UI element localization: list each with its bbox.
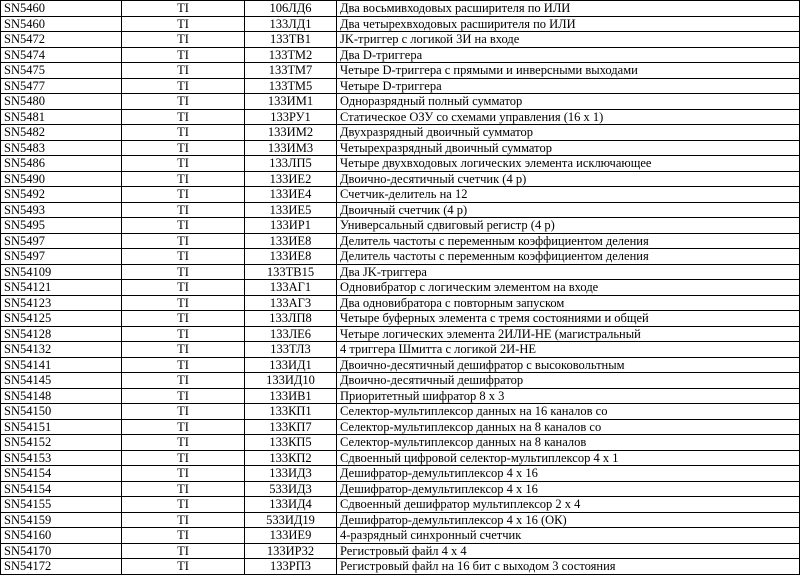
description-cell: Регистровый файл на 16 бит с выходом 3 состояния bbox=[337, 559, 800, 575]
analog-code-cell: 133КП2 bbox=[245, 450, 337, 466]
manufacturer-cell: TI bbox=[122, 373, 245, 389]
manufacturer-cell: TI bbox=[122, 497, 245, 513]
description-cell: Делитель частоты с переменным коэффициентом деления bbox=[337, 249, 800, 265]
analog-code-cell: 133АГ3 bbox=[245, 295, 337, 311]
manufacturer-cell: TI bbox=[122, 512, 245, 528]
table-row bbox=[1, 187, 800, 203]
analog-code-cell: 133ЛД1 bbox=[245, 16, 337, 32]
analog-code-cell: 533ИД19 bbox=[245, 512, 337, 528]
analog-code-cell: 133ИЕ8 bbox=[245, 233, 337, 249]
table-row bbox=[1, 249, 800, 265]
manufacturer-cell: TI bbox=[122, 233, 245, 249]
manufacturer-cell: TI bbox=[122, 280, 245, 296]
part-number-cell: SN5495 bbox=[1, 218, 122, 234]
part-number-cell: SN54154 bbox=[1, 481, 122, 497]
description-cell: Сдвоенный цифровой селектор-мультиплексор 4 x 1 bbox=[337, 450, 800, 466]
description-cell: Одновибратор с логическим элементом на входе bbox=[337, 280, 800, 296]
manufacturer-cell: TI bbox=[122, 481, 245, 497]
description-cell: 4-разрядный синхронный счетчик bbox=[337, 528, 800, 544]
description-cell: Статическое ОЗУ со схемами управления (16 x 1) bbox=[337, 109, 800, 125]
table-row bbox=[1, 140, 800, 156]
part-number-cell: SN54121 bbox=[1, 280, 122, 296]
analog-code-cell: 133ИР32 bbox=[245, 543, 337, 559]
analog-code-cell: 133ТВ15 bbox=[245, 264, 337, 280]
analog-code-cell: 133ЛП8 bbox=[245, 311, 337, 327]
table-row bbox=[1, 466, 800, 482]
description-cell: Дешифратор-демультиплексор 4 x 16 bbox=[337, 466, 800, 482]
description-cell: JK-триггер с логикой 3И на входе bbox=[337, 32, 800, 48]
table-row bbox=[1, 63, 800, 79]
table-row bbox=[1, 357, 800, 373]
description-cell: Дешифратор-демультиплексор 4 x 16 (ОК) bbox=[337, 512, 800, 528]
description-cell: Делитель частоты с переменным коэффициентом деления bbox=[337, 233, 800, 249]
manufacturer-cell: TI bbox=[122, 450, 245, 466]
part-number-cell: SN54152 bbox=[1, 435, 122, 451]
table-row bbox=[1, 125, 800, 141]
part-number-cell: SN54145 bbox=[1, 373, 122, 389]
description-cell: Двоично-десятичный дешифратор с высоковольтным bbox=[337, 357, 800, 373]
description-cell: Двоично-десятичный счетчик (4 р) bbox=[337, 171, 800, 187]
manufacturer-cell: TI bbox=[122, 1, 245, 17]
table-row bbox=[1, 559, 800, 575]
part-number-cell: SN5492 bbox=[1, 187, 122, 203]
part-number-cell: SN54154 bbox=[1, 466, 122, 482]
part-number-cell: SN5475 bbox=[1, 63, 122, 79]
analog-code-cell: 133ТМ5 bbox=[245, 78, 337, 94]
description-cell: Двоично-десятичный дешифратор bbox=[337, 373, 800, 389]
parts-table-body bbox=[1, 1, 800, 575]
analog-code-cell: 133КП7 bbox=[245, 419, 337, 435]
table-row bbox=[1, 16, 800, 32]
analog-code-cell: 133ИЕ8 bbox=[245, 249, 337, 265]
description-cell: Два JK-триггера bbox=[337, 264, 800, 280]
analog-code-cell: 133ИЕ2 bbox=[245, 171, 337, 187]
part-number-cell: SN54153 bbox=[1, 450, 122, 466]
analog-code-cell: 133РП3 bbox=[245, 559, 337, 575]
analog-code-cell: 133ИЕ5 bbox=[245, 202, 337, 218]
analog-code-cell: 133ИМ1 bbox=[245, 94, 337, 110]
analog-code-cell: 133ИД3 bbox=[245, 466, 337, 482]
description-cell: Дешифратор-демультиплексор 4 x 16 bbox=[337, 481, 800, 497]
analog-code-cell: 133ИД4 bbox=[245, 497, 337, 513]
analog-code-cell: 133КП5 bbox=[245, 435, 337, 451]
part-number-cell: SN54123 bbox=[1, 295, 122, 311]
manufacturer-cell: TI bbox=[122, 342, 245, 358]
manufacturer-cell: TI bbox=[122, 109, 245, 125]
analog-code-cell: 106ЛД6 bbox=[245, 1, 337, 17]
analog-code-cell: 133ИД1 bbox=[245, 357, 337, 373]
table-row bbox=[1, 171, 800, 187]
manufacturer-cell: TI bbox=[122, 357, 245, 373]
manufacturer-cell: TI bbox=[122, 47, 245, 63]
analog-code-cell: 133АГ1 bbox=[245, 280, 337, 296]
analog-code-cell: 133ИМ3 bbox=[245, 140, 337, 156]
part-number-cell: SN5474 bbox=[1, 47, 122, 63]
analog-code-cell: 133ТЛ3 bbox=[245, 342, 337, 358]
table-row bbox=[1, 47, 800, 63]
description-cell: Регистровый файл 4 x 4 bbox=[337, 543, 800, 559]
part-number-cell: SN54109 bbox=[1, 264, 122, 280]
analog-code-cell: 133ЛЕ6 bbox=[245, 326, 337, 342]
manufacturer-cell: TI bbox=[122, 311, 245, 327]
analog-code-cell: 133РУ1 bbox=[245, 109, 337, 125]
manufacturer-cell: TI bbox=[122, 249, 245, 265]
description-cell: Сдвоенный дешифратор мультиплексор 2 x 4 bbox=[337, 497, 800, 513]
table-row bbox=[1, 481, 800, 497]
manufacturer-cell: TI bbox=[122, 16, 245, 32]
manufacturer-cell: TI bbox=[122, 543, 245, 559]
analog-code-cell: 533ИД3 bbox=[245, 481, 337, 497]
description-cell: Универсальный сдвиговый регистр (4 р) bbox=[337, 218, 800, 234]
description-cell: Два четырехвходовых расширителя по ИЛИ bbox=[337, 16, 800, 32]
manufacturer-cell: TI bbox=[122, 326, 245, 342]
description-cell: Селектор-мультиплексор данных на 8 каналов со bbox=[337, 419, 800, 435]
manufacturer-cell: TI bbox=[122, 435, 245, 451]
part-number-cell: SN5497 bbox=[1, 249, 122, 265]
manufacturer-cell: TI bbox=[122, 94, 245, 110]
description-cell: Двоичный счетчик (4 р) bbox=[337, 202, 800, 218]
part-number-cell: SN5490 bbox=[1, 171, 122, 187]
manufacturer-cell: TI bbox=[122, 202, 245, 218]
manufacturer-cell: TI bbox=[122, 140, 245, 156]
analog-code-cell: 133ТВ1 bbox=[245, 32, 337, 48]
part-number-cell: SN5460 bbox=[1, 1, 122, 17]
part-number-cell: SN54150 bbox=[1, 404, 122, 420]
description-cell: Четыре двухвходовых логических элемента исключающее bbox=[337, 156, 800, 172]
analog-code-cell: 133КП1 bbox=[245, 404, 337, 420]
table-row bbox=[1, 373, 800, 389]
description-cell: Два одновибратора с повторным запуском bbox=[337, 295, 800, 311]
table-row bbox=[1, 528, 800, 544]
part-number-cell: SN54160 bbox=[1, 528, 122, 544]
part-number-cell: SN5481 bbox=[1, 109, 122, 125]
table-row bbox=[1, 280, 800, 296]
part-number-cell: SN54172 bbox=[1, 559, 122, 575]
description-cell: Приоритетный шифратор 8 x 3 bbox=[337, 388, 800, 404]
analog-code-cell: 133ИР1 bbox=[245, 218, 337, 234]
analog-code-cell: 133ТМ7 bbox=[245, 63, 337, 79]
table-row bbox=[1, 295, 800, 311]
analog-code-cell: 133ТМ2 bbox=[245, 47, 337, 63]
manufacturer-cell: TI bbox=[122, 264, 245, 280]
analog-code-cell: 133ИМ2 bbox=[245, 125, 337, 141]
manufacturer-cell: TI bbox=[122, 78, 245, 94]
part-number-cell: SN54141 bbox=[1, 357, 122, 373]
manufacturer-cell: TI bbox=[122, 63, 245, 79]
manufacturer-cell: TI bbox=[122, 404, 245, 420]
table-row bbox=[1, 388, 800, 404]
table-row bbox=[1, 450, 800, 466]
table-row bbox=[1, 1, 800, 17]
description-cell: 4 триггера Шмитта с логикой 2И-НЕ bbox=[337, 342, 800, 358]
table-row bbox=[1, 78, 800, 94]
table-row bbox=[1, 264, 800, 280]
table-row bbox=[1, 404, 800, 420]
manufacturer-cell: TI bbox=[122, 156, 245, 172]
part-number-cell: SN5493 bbox=[1, 202, 122, 218]
description-cell: Счетчик-делитель на 12 bbox=[337, 187, 800, 203]
description-cell: Четыре логических элемента 2ИЛИ-НЕ (магистральный bbox=[337, 326, 800, 342]
description-cell: Селектор-мультиплексор данных на 16 каналов со bbox=[337, 404, 800, 420]
table-row bbox=[1, 435, 800, 451]
part-number-cell: SN5482 bbox=[1, 125, 122, 141]
description-cell: Одноразрядный полный сумматор bbox=[337, 94, 800, 110]
manufacturer-cell: TI bbox=[122, 388, 245, 404]
analog-code-cell: 133ИД10 bbox=[245, 373, 337, 389]
analog-code-cell: 133ИЕ9 bbox=[245, 528, 337, 544]
part-number-cell: SN54125 bbox=[1, 311, 122, 327]
part-number-cell: SN54132 bbox=[1, 342, 122, 358]
part-number-cell: SN5472 bbox=[1, 32, 122, 48]
manufacturer-cell: TI bbox=[122, 466, 245, 482]
table-row bbox=[1, 311, 800, 327]
manufacturer-cell: TI bbox=[122, 187, 245, 203]
table-row bbox=[1, 543, 800, 559]
part-number-cell: SN54159 bbox=[1, 512, 122, 528]
description-cell: Четырехразрядный двоичный сумматор bbox=[337, 140, 800, 156]
table-row bbox=[1, 326, 800, 342]
analog-code-cell: 133ЛП5 bbox=[245, 156, 337, 172]
description-cell: Два восьмивходовых расширителя по ИЛИ bbox=[337, 1, 800, 17]
manufacturer-cell: TI bbox=[122, 419, 245, 435]
table-row bbox=[1, 32, 800, 48]
part-number-cell: SN54151 bbox=[1, 419, 122, 435]
part-number-cell: SN54128 bbox=[1, 326, 122, 342]
part-number-cell: SN5486 bbox=[1, 156, 122, 172]
table-row bbox=[1, 512, 800, 528]
description-cell: Два D-триггера bbox=[337, 47, 800, 63]
part-number-cell: SN5477 bbox=[1, 78, 122, 94]
part-number-cell: SN54148 bbox=[1, 388, 122, 404]
table-row bbox=[1, 218, 800, 234]
table-row bbox=[1, 233, 800, 249]
table-row bbox=[1, 419, 800, 435]
part-number-cell: SN5497 bbox=[1, 233, 122, 249]
part-number-cell: SN54170 bbox=[1, 543, 122, 559]
part-number-cell: SN5483 bbox=[1, 140, 122, 156]
part-number-cell: SN54155 bbox=[1, 497, 122, 513]
manufacturer-cell: TI bbox=[122, 295, 245, 311]
part-number-cell: SN5480 bbox=[1, 94, 122, 110]
manufacturer-cell: TI bbox=[122, 559, 245, 575]
manufacturer-cell: TI bbox=[122, 125, 245, 141]
description-cell: Четыре D-триггера bbox=[337, 78, 800, 94]
table-row bbox=[1, 156, 800, 172]
manufacturer-cell: TI bbox=[122, 171, 245, 187]
manufacturer-cell: TI bbox=[122, 528, 245, 544]
description-cell: Четыре буферных элемента с тремя состояниями и общей bbox=[337, 311, 800, 327]
table-row bbox=[1, 497, 800, 513]
description-cell: Селектор-мультиплексор данных на 8 каналов bbox=[337, 435, 800, 451]
manufacturer-cell: TI bbox=[122, 32, 245, 48]
analog-code-cell: 133ИЕ4 bbox=[245, 187, 337, 203]
description-cell: Четыре D-триггера с прямыми и инверсными выходами bbox=[337, 63, 800, 79]
analog-code-cell: 133ИВ1 bbox=[245, 388, 337, 404]
table-row bbox=[1, 94, 800, 110]
description-cell: Двухразрядный двоичный сумматор bbox=[337, 125, 800, 141]
part-number-cell: SN5460 bbox=[1, 16, 122, 32]
table-row bbox=[1, 109, 800, 125]
manufacturer-cell: TI bbox=[122, 218, 245, 234]
table-row bbox=[1, 202, 800, 218]
table-row bbox=[1, 342, 800, 358]
